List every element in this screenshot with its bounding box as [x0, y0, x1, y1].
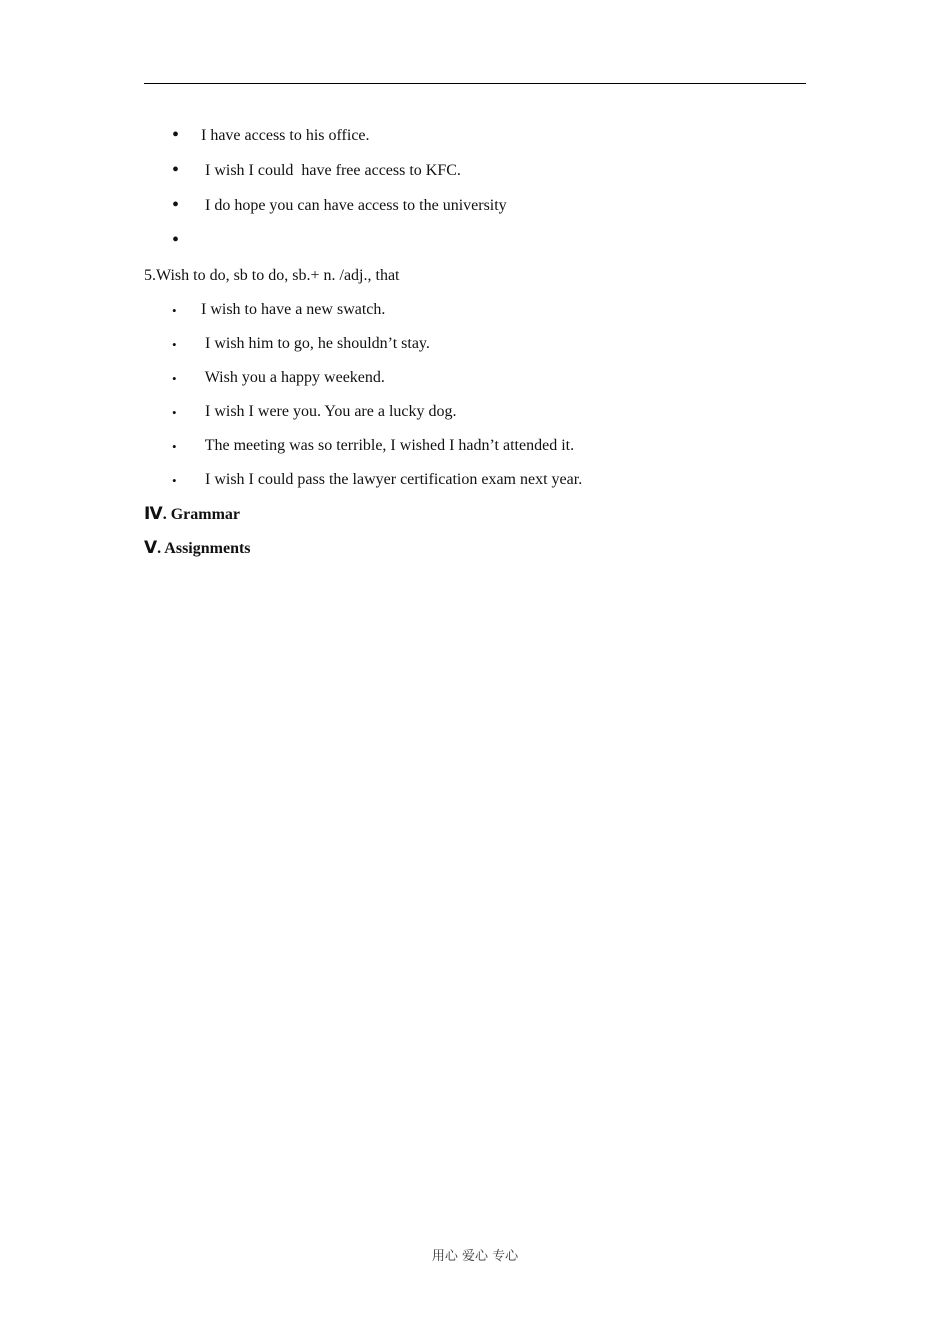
list-item-text: The meeting was so terrible, I wished I hadn’t attended it. — [201, 437, 575, 454]
bullet-icon: • — [172, 405, 177, 420]
assignments-heading — [144, 538, 251, 559]
bullet-icon: • — [172, 439, 177, 454]
bullet-icon: • — [172, 337, 177, 352]
list-item-text: I do hope you can have access to the university — [201, 197, 507, 214]
list-item-text: I wish to have a new swatch. — [201, 301, 386, 318]
header-rule — [144, 83, 806, 84]
list-item-text: I wish him to go, he shouldn’t stay. — [201, 335, 430, 352]
grammar-heading — [144, 504, 240, 525]
list-item-text: I wish I were you. You are a lucky dog. — [201, 403, 457, 420]
heading-label: . Assignments — [157, 540, 251, 557]
bullet-icon: • — [172, 124, 180, 146]
bullet-icon: • — [172, 303, 177, 318]
list-item-text: I have access to his office. — [201, 127, 370, 144]
roman-numeral: Ⅴ — [144, 538, 158, 558]
roman-numeral: Ⅳ — [144, 504, 163, 524]
bullet-icon: • — [172, 229, 180, 251]
list-item-text: I wish I could have free access to KFC. — [201, 162, 461, 179]
list-item-text: Wish you a happy weekend. — [201, 369, 385, 386]
bullet-icon: • — [172, 159, 180, 181]
bullet-icon: • — [172, 473, 177, 488]
page-footer: 用心 爱心 专心 — [431, 1249, 519, 1264]
bullet-icon: • — [172, 371, 177, 386]
list-item-text: I wish I could pass the lawyer certification exam next year. — [201, 471, 583, 488]
section-title: 5.Wish to do, sb to do, sb.+ n. /adj., that — [144, 267, 400, 284]
bullet-icon: • — [172, 194, 180, 216]
heading-label: . Grammar — [162, 506, 240, 523]
